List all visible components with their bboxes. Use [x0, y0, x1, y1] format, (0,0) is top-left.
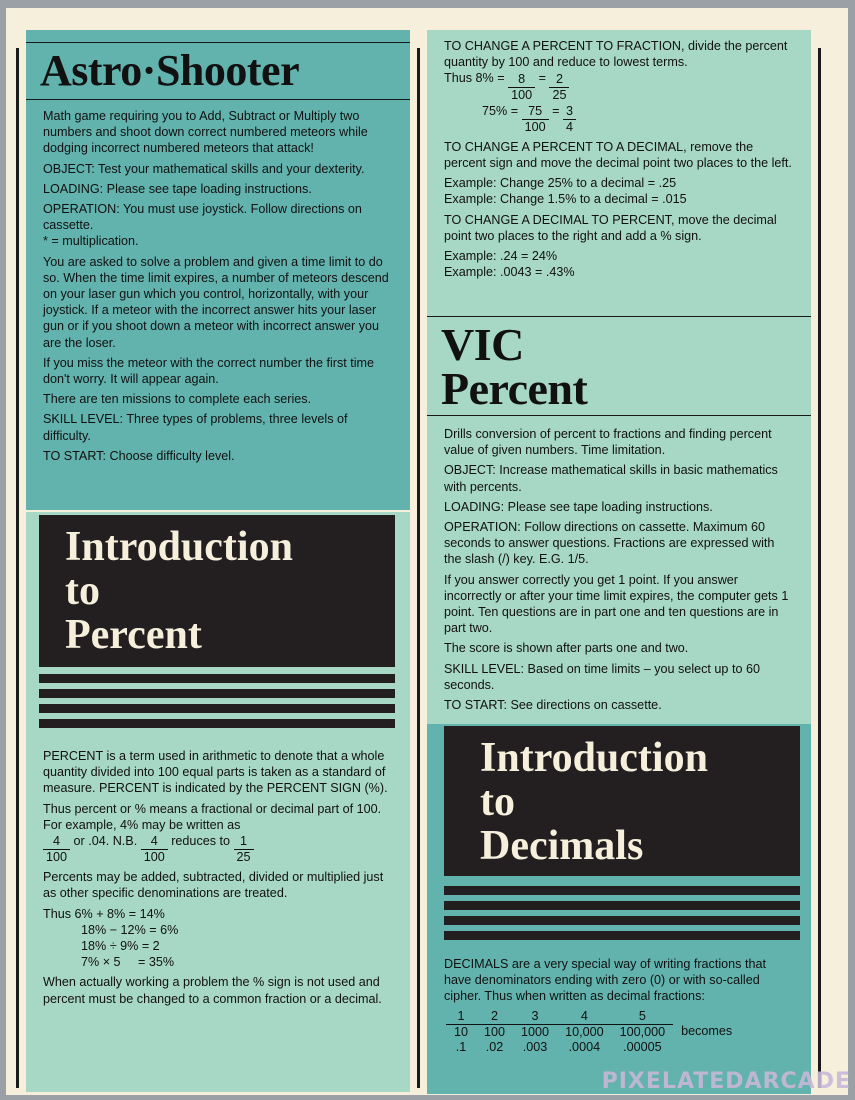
- intro-percent-title-block: [39, 515, 395, 667]
- decorative-stripe: [444, 931, 800, 940]
- percent-to-decimal-example: Example: Change 25% to a decimal = .25: [444, 176, 677, 191]
- decorative-stripe: [39, 704, 395, 713]
- vic-percent-scoring: If you answer correctly you get 1 point. If you answer incorrectly or after your time limit expires, the computer gets 1 point. Ten questions are in part one and ten questions are in part two.: [444, 572, 789, 636]
- numerator: 2: [476, 1009, 513, 1025]
- astro-missions: There are ten missions to complete each series.: [43, 392, 312, 407]
- decimal-value: .02: [485, 1039, 504, 1054]
- center-rule: [417, 48, 420, 1088]
- percent-equation: 18% ÷ 9% = 2: [81, 939, 160, 953]
- intro-decimals-title-line1: Introduction: [480, 735, 708, 781]
- intro-percent-title-line3: Percent: [65, 612, 202, 658]
- decimal-value: .0004: [568, 1039, 601, 1054]
- decimal-value: .00005: [623, 1039, 662, 1054]
- decorative-stripe: [444, 916, 800, 925]
- astro-gameplay: You are asked to solve a problem and given a time limit to do so. When the time limit expires, a number of meteors descend on your laser gun which you control, horizontally, with your joystick. If a meteor with the incorrect answer hits your laser gun or if you shoot down a meteor with incorrect answer you are the loser.: [43, 254, 389, 350]
- intro-decimals-title-block: [444, 726, 800, 876]
- denominator: 1000: [521, 1024, 550, 1039]
- numerator: 1: [446, 1009, 476, 1025]
- astro-to-start: TO START: Choose difficulty level.: [43, 448, 235, 463]
- intro-decimals-title-line3: Decimals: [480, 823, 644, 869]
- becomes-label: becomes: [681, 1024, 733, 1039]
- intro-percent-title-line1: Introduction: [65, 524, 293, 570]
- vic-percent-to-start: TO START: See directions on cassette.: [444, 698, 662, 713]
- watermark: PIXELATEDARCADE: [601, 1069, 851, 1094]
- percent-to-fraction-example-1: Thus 8% = $\frac{8}{100}$ = $\frac{2}{25}$: [444, 70, 795, 102]
- percent-fraction-intro: Thus percent or % means a fractional or decimal part of 100. For example, 4% may be written as: [43, 801, 382, 832]
- denominator: 10,000: [565, 1024, 604, 1039]
- decorative-stripe: [39, 689, 395, 698]
- catalog-page: [6, 8, 848, 1095]
- percent-to-fraction-example-2: 75% = $\frac{75}{100}$ = $\frac{3}{4}$: [444, 103, 795, 135]
- astro-object: OBJECT: Test your mathematical skills and your dexterity.: [43, 161, 365, 176]
- astro-shooter-title: Astro·Shooter: [40, 46, 300, 95]
- vic-percent-loading: LOADING: Please see tape loading instructions.: [444, 499, 713, 514]
- intro-percent-section: [26, 512, 410, 1092]
- numerator: 5: [612, 1009, 674, 1025]
- percent-conversion-section: [427, 30, 811, 316]
- percent-to-decimal-rule: TO CHANGE A PERCENT TO A DECIMAL, remove the percent sign and move the decimal point two places to the left.: [444, 139, 792, 170]
- vic-percent-skill-level: SKILL LEVEL: Based on time limits – you select up to 60 seconds.: [444, 661, 760, 692]
- left-margin-rule: [16, 48, 19, 1088]
- astro-loading: LOADING: Please see tape loading instructions.: [43, 181, 312, 196]
- fraction: $\frac{4}{100}$: [141, 834, 168, 865]
- decimal-value: .1: [455, 1039, 467, 1054]
- fraction: $\frac{1}{25}$: [234, 834, 254, 865]
- intro-decimals-title-line2: to: [480, 779, 515, 825]
- fraction: $\frac{75}{100}$: [522, 104, 549, 135]
- astro-skill-level: SKILL LEVEL: Three types of problems, three levels of difficulty.: [43, 412, 348, 443]
- percent-equation: 7% × 5 = 35%: [81, 955, 175, 970]
- vic-percent-operation: OPERATION: Follow directions on cassette. Maximum 60 seconds to answer questions. Fractions are expressed with the slash (/) key. E.G. 1/5.: [444, 520, 775, 567]
- fraction: $\frac{8}{100}$: [508, 72, 535, 103]
- decimals-definition: DECIMALS are a very special way of writing fractions that have denominators ending with zero (0) or with so-called cipher. Thus when written as decimal fractions:: [444, 957, 766, 1004]
- decorative-stripe: [444, 901, 800, 910]
- astro-operation: OPERATION: You must use joystick. Follow directions on cassette.: [43, 202, 362, 233]
- percent-equation: 18% − 12% = 6%: [81, 922, 179, 937]
- vic-percent-score-note: The score is shown after parts one and two.: [444, 641, 689, 656]
- percent-fraction-example: $\frac{4}{100}$ or .04. N.B. $\frac{4}{100}$ reduces to $\frac{1}{25}$: [43, 833, 394, 865]
- percent-definition: PERCENT is a term used in arithmetic to denote that a whole quantity divided into 100 equal parts is taken as a standard of measure. PERCENT is indicated by the PERCENT SIGN (%).: [43, 749, 388, 796]
- decimal-to-percent-rule: TO CHANGE A DECIMAL TO PERCENT, move the decimal point two places to the right and add a % sign.: [444, 212, 777, 243]
- denominator: 100,000: [619, 1024, 666, 1039]
- decorative-stripe: [444, 886, 800, 895]
- numerator: 4: [557, 1009, 612, 1025]
- astro-multiplication-note: * = multiplication.: [43, 234, 139, 249]
- decimal-fraction-table: [446, 1009, 740, 1055]
- astro-miss-note: If you miss the meteor with the correct number the first time don't worry. It will appear again.: [43, 355, 375, 387]
- decorative-stripe: [39, 674, 395, 683]
- denominator: 10: [454, 1024, 469, 1039]
- decimal-to-percent-example: Example: .24 = 24%: [444, 248, 558, 263]
- vic-percent-title: VIC Percent: [441, 319, 588, 414]
- fraction: $\frac{2}{25}$: [549, 72, 569, 103]
- decimal-value: .003: [522, 1039, 548, 1054]
- decorative-stripe: [39, 719, 395, 728]
- astro-description: Math game requiring you to Add, Subtract or Multiply two numbers and shoot down correct numbered meteors while dodging incorrect numbered meteors that attack!: [43, 109, 368, 156]
- percent-operations: Percents may be added, subtracted, divided or multiplied just as other specific denominations are treated.: [43, 870, 384, 901]
- fraction: $\frac{3}{4}$: [563, 104, 576, 135]
- intro-decimals-section: [427, 724, 811, 1094]
- percent-working-note: When actually working a problem the % sign is not used and percent must be changed to a common fraction or a decimal.: [43, 975, 382, 1006]
- percent-equation: Thus 6% + 8% = 14%: [43, 906, 165, 921]
- numerator: 3: [513, 1009, 557, 1025]
- right-margin-rule: [818, 48, 821, 1088]
- percent-to-fraction-rule: TO CHANGE A PERCENT TO FRACTION, divide the percent quantity by 100 and reduce to lowest terms.: [444, 39, 788, 70]
- vic-percent-description: Drills conversion of percent to fractions and finding percent value of given numbers. Time limitation.: [444, 427, 772, 458]
- astro-shooter-section: [26, 30, 410, 510]
- fraction: $\frac{4}{100}$: [43, 834, 70, 865]
- vic-percent-section: [427, 316, 811, 724]
- denominator: 100: [484, 1024, 506, 1039]
- percent-to-decimal-example: Example: Change 1.5% to a decimal = .015: [444, 192, 687, 207]
- vic-percent-object: OBJECT: Increase mathematical skills in basic mathematics with percents.: [444, 463, 778, 494]
- decimal-to-percent-example: Example: .0043 = .43%: [444, 265, 575, 280]
- intro-percent-title-line2: to: [65, 568, 100, 614]
